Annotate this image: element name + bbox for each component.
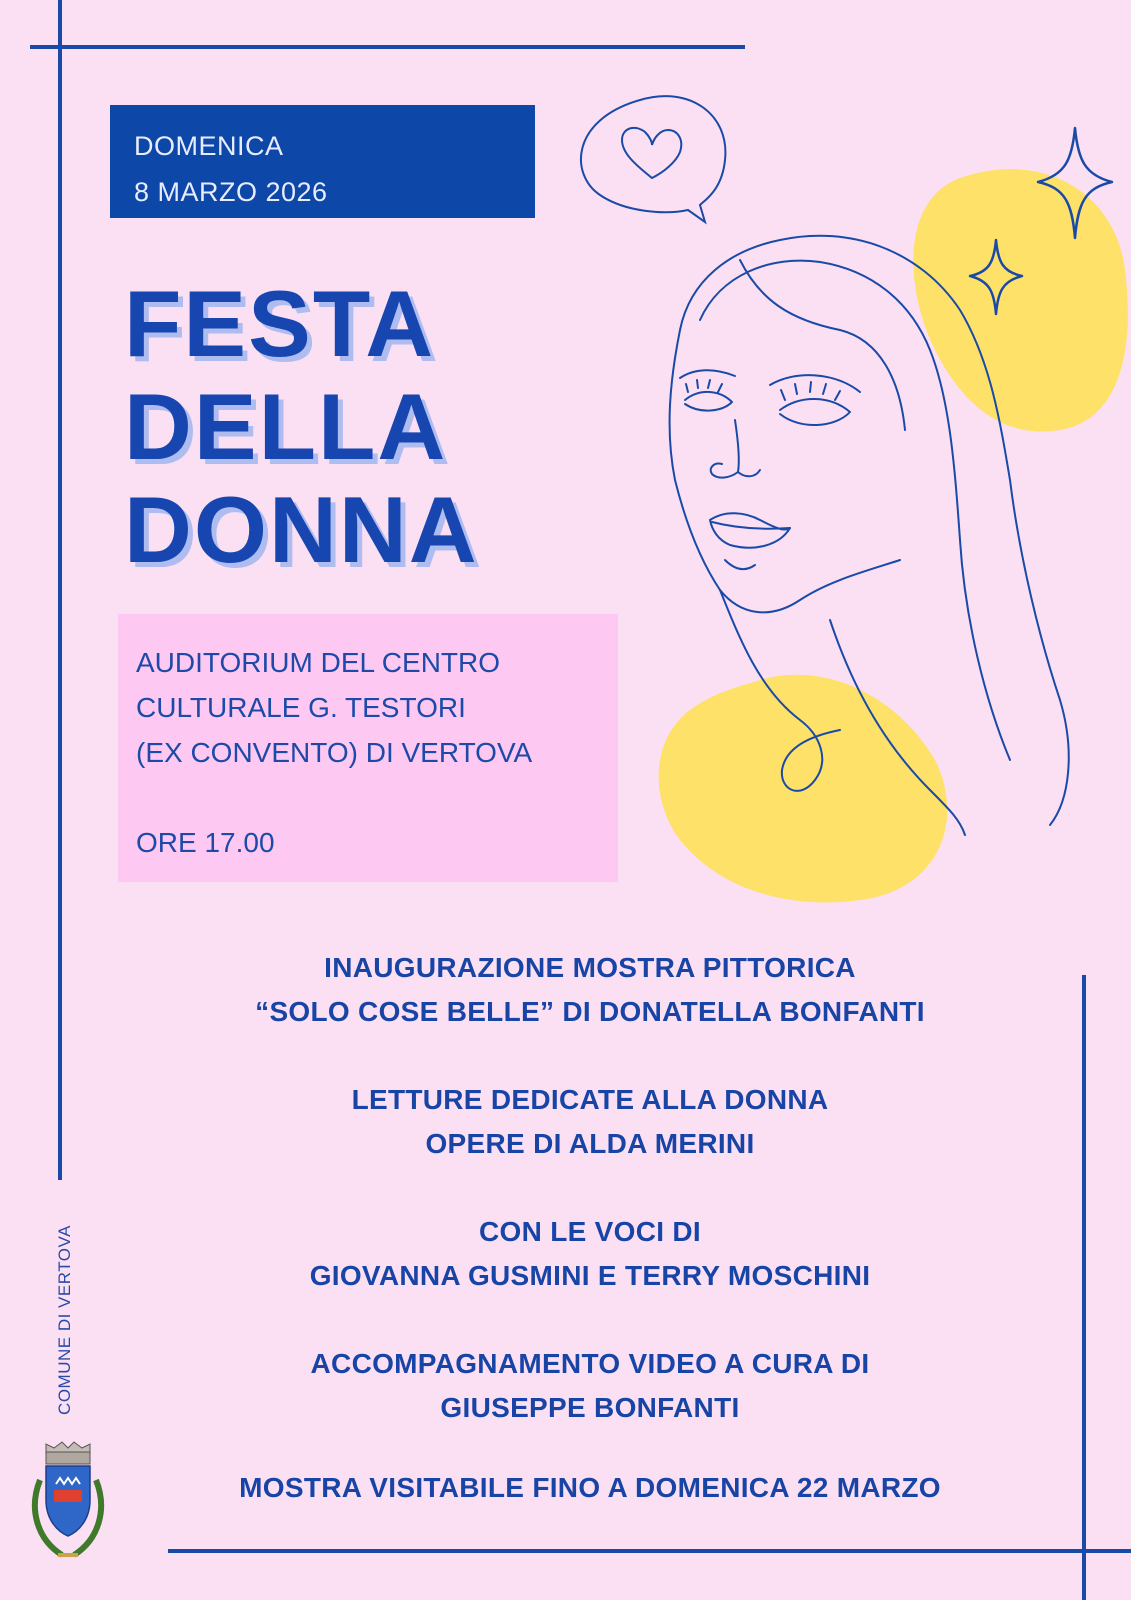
date-day: 8 MARZO 2026 — [134, 177, 328, 207]
program-text: OPERE DI ALDA MERINI — [425, 1128, 755, 1159]
program-text: GIUSEPPE BONFANTI — [440, 1392, 740, 1423]
event-time: ORE 17.00 — [136, 827, 275, 858]
venue-line-1: AUDITORIUM DEL CENTRO — [136, 647, 501, 678]
program-text: LETTURE DEDICATE ALLA DONNA — [351, 1084, 829, 1115]
program-text: ACCOMPAGNAMENTO VIDEO A CURA DI — [310, 1348, 870, 1379]
title-line-3: DONNA — [124, 477, 479, 582]
venue-line-3: (EX CONVENTO) DI VERTOVA — [136, 737, 533, 768]
program-text: CON LE VOCI DI — [479, 1216, 701, 1247]
title-line-2: DELLA — [124, 374, 448, 479]
program-text: “SOLO COSE BELLE” DI DONATELLA BONFANTI — [255, 996, 925, 1027]
title-line-1: FESTA — [124, 271, 436, 376]
program-text: GIOVANNA GUSMINI E TERRY MOSCHINI — [309, 1260, 871, 1291]
closing-note: MOSTRA VISITABILE FINO A DOMENICA 22 MARZO — [239, 1472, 941, 1503]
municipality-text: COMUNE DI VERTOVA — [55, 1225, 74, 1415]
program-text: INAUGURAZIONE MOSTRA PITTORICA — [324, 952, 856, 983]
venue-line-2: CULTURALE G. TESTORI — [136, 692, 466, 723]
date-weekday: DOMENICA — [134, 131, 284, 161]
